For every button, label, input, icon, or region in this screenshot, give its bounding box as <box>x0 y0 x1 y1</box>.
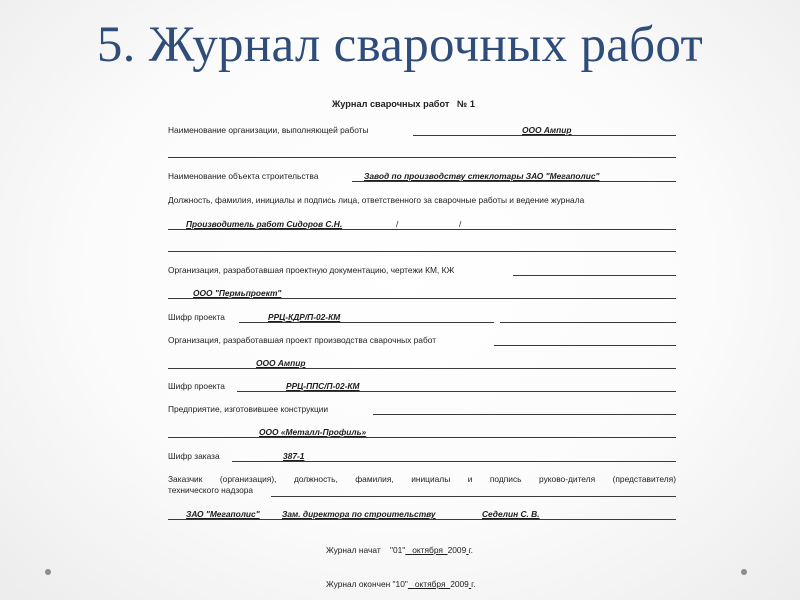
customer-label-word: Заказчик <box>168 474 203 484</box>
order-code-value: 387-1 <box>283 451 305 461</box>
project-code-rule-2 <box>500 322 676 323</box>
ppr-org-rule <box>494 345 676 346</box>
responsible-separator-1: / <box>396 219 399 229</box>
design-org-label: Организация, разработавшая проектную документацию, чертежи КМ, КЖ <box>168 265 455 275</box>
journal-heading <box>332 99 475 109</box>
design-org-rule <box>513 275 676 276</box>
manufacturer-value-rule <box>168 437 676 438</box>
order-code-label: Шифр заказа <box>168 451 220 461</box>
responsible-value: Производитель работ Сидоров С.Н. <box>186 219 343 229</box>
ppr-org-value-rule <box>168 368 676 369</box>
customer-value-org: ЗАО "Мегаполис" <box>186 509 260 519</box>
customer-label <box>168 474 676 496</box>
started-day: 01 <box>392 545 403 555</box>
customer-label-line-1 <box>168 474 676 485</box>
slide-title: 5. Журнал сварочных работ <box>96 17 704 73</box>
ppr-code-label: Шифр проекта <box>168 381 225 391</box>
ended-day: 10 <box>395 579 405 589</box>
customer-rule <box>271 496 676 497</box>
ppr-org-label: Организация, разработавшая проект производства сварочных работ <box>168 335 437 345</box>
ended-year: 2009 <box>450 579 469 589</box>
started-month: октября <box>412 545 443 555</box>
journal-ended: Журнал окончен "10" октября 2009 г. <box>326 579 476 589</box>
org-value: ООО Ампир <box>522 125 572 135</box>
journal-heading-text: Журнал сварочных работ <box>332 99 450 109</box>
project-code-label: Шифр проекта <box>168 312 225 322</box>
customer-value-name: Седелин С. В. <box>482 509 540 519</box>
ppr-code-value: РРЦ-ППС/П-02-КМ <box>286 381 360 391</box>
manufacturer-rule <box>373 414 676 415</box>
journal-number: № 1 <box>457 99 475 109</box>
project-code-value: РРЦ-КДР/П-02-КМ <box>268 312 341 322</box>
ended-month: октября <box>414 579 446 589</box>
org-label: Наименование организации, выполняющей работы <box>168 125 369 135</box>
customer-label-word: (организация), <box>219 474 277 484</box>
decor-dot-left <box>45 569 51 575</box>
decor-dot-right <box>741 569 747 575</box>
journal-started: Журнал начат "01" октября 2009 г. <box>326 545 473 555</box>
ended-year-suffix: г. <box>471 579 476 589</box>
responsible-separator-2: / <box>459 219 462 229</box>
customer-label-word: (представителя) <box>612 474 676 484</box>
manufacturer-label: Предприятие, изготовившее конструкции <box>168 404 329 414</box>
customer-label-word: должность, <box>293 474 338 484</box>
responsible-rule-2 <box>168 251 676 252</box>
manufacturer-value: ООО «Металл-Профиль» <box>259 427 367 437</box>
started-year-suffix: г. <box>468 545 473 555</box>
customer-label-word: инициалы <box>411 474 451 484</box>
customer-label-line-2: технического надзора <box>168 485 254 495</box>
customer-label-word: руково-дителя <box>539 474 596 484</box>
responsible-label: Должность, фамилия, инициалы и подпись лица, ответственного за сварочные работы и ведение журнала <box>168 195 585 205</box>
object-label: Наименование объекта строительства <box>168 171 319 181</box>
org-rule-2 <box>168 157 676 158</box>
ended-label: Журнал окончен <box>326 579 391 589</box>
design-org-value: ООО "Пермьпроект" <box>193 288 282 298</box>
ppr-org-value: ООО Ампир <box>256 358 306 368</box>
started-year: 2009 <box>447 545 467 555</box>
customer-label-word: фамилия, <box>355 474 394 484</box>
customer-label-word: подпись <box>489 474 522 484</box>
customer-value-role: Зам. директора по строительству <box>282 509 436 519</box>
started-label: Журнал начат <box>326 545 381 555</box>
customer-label-word: и <box>467 474 473 484</box>
object-value: Завод по производству стеклотары ЗАО "Мегаполис" <box>364 171 600 181</box>
